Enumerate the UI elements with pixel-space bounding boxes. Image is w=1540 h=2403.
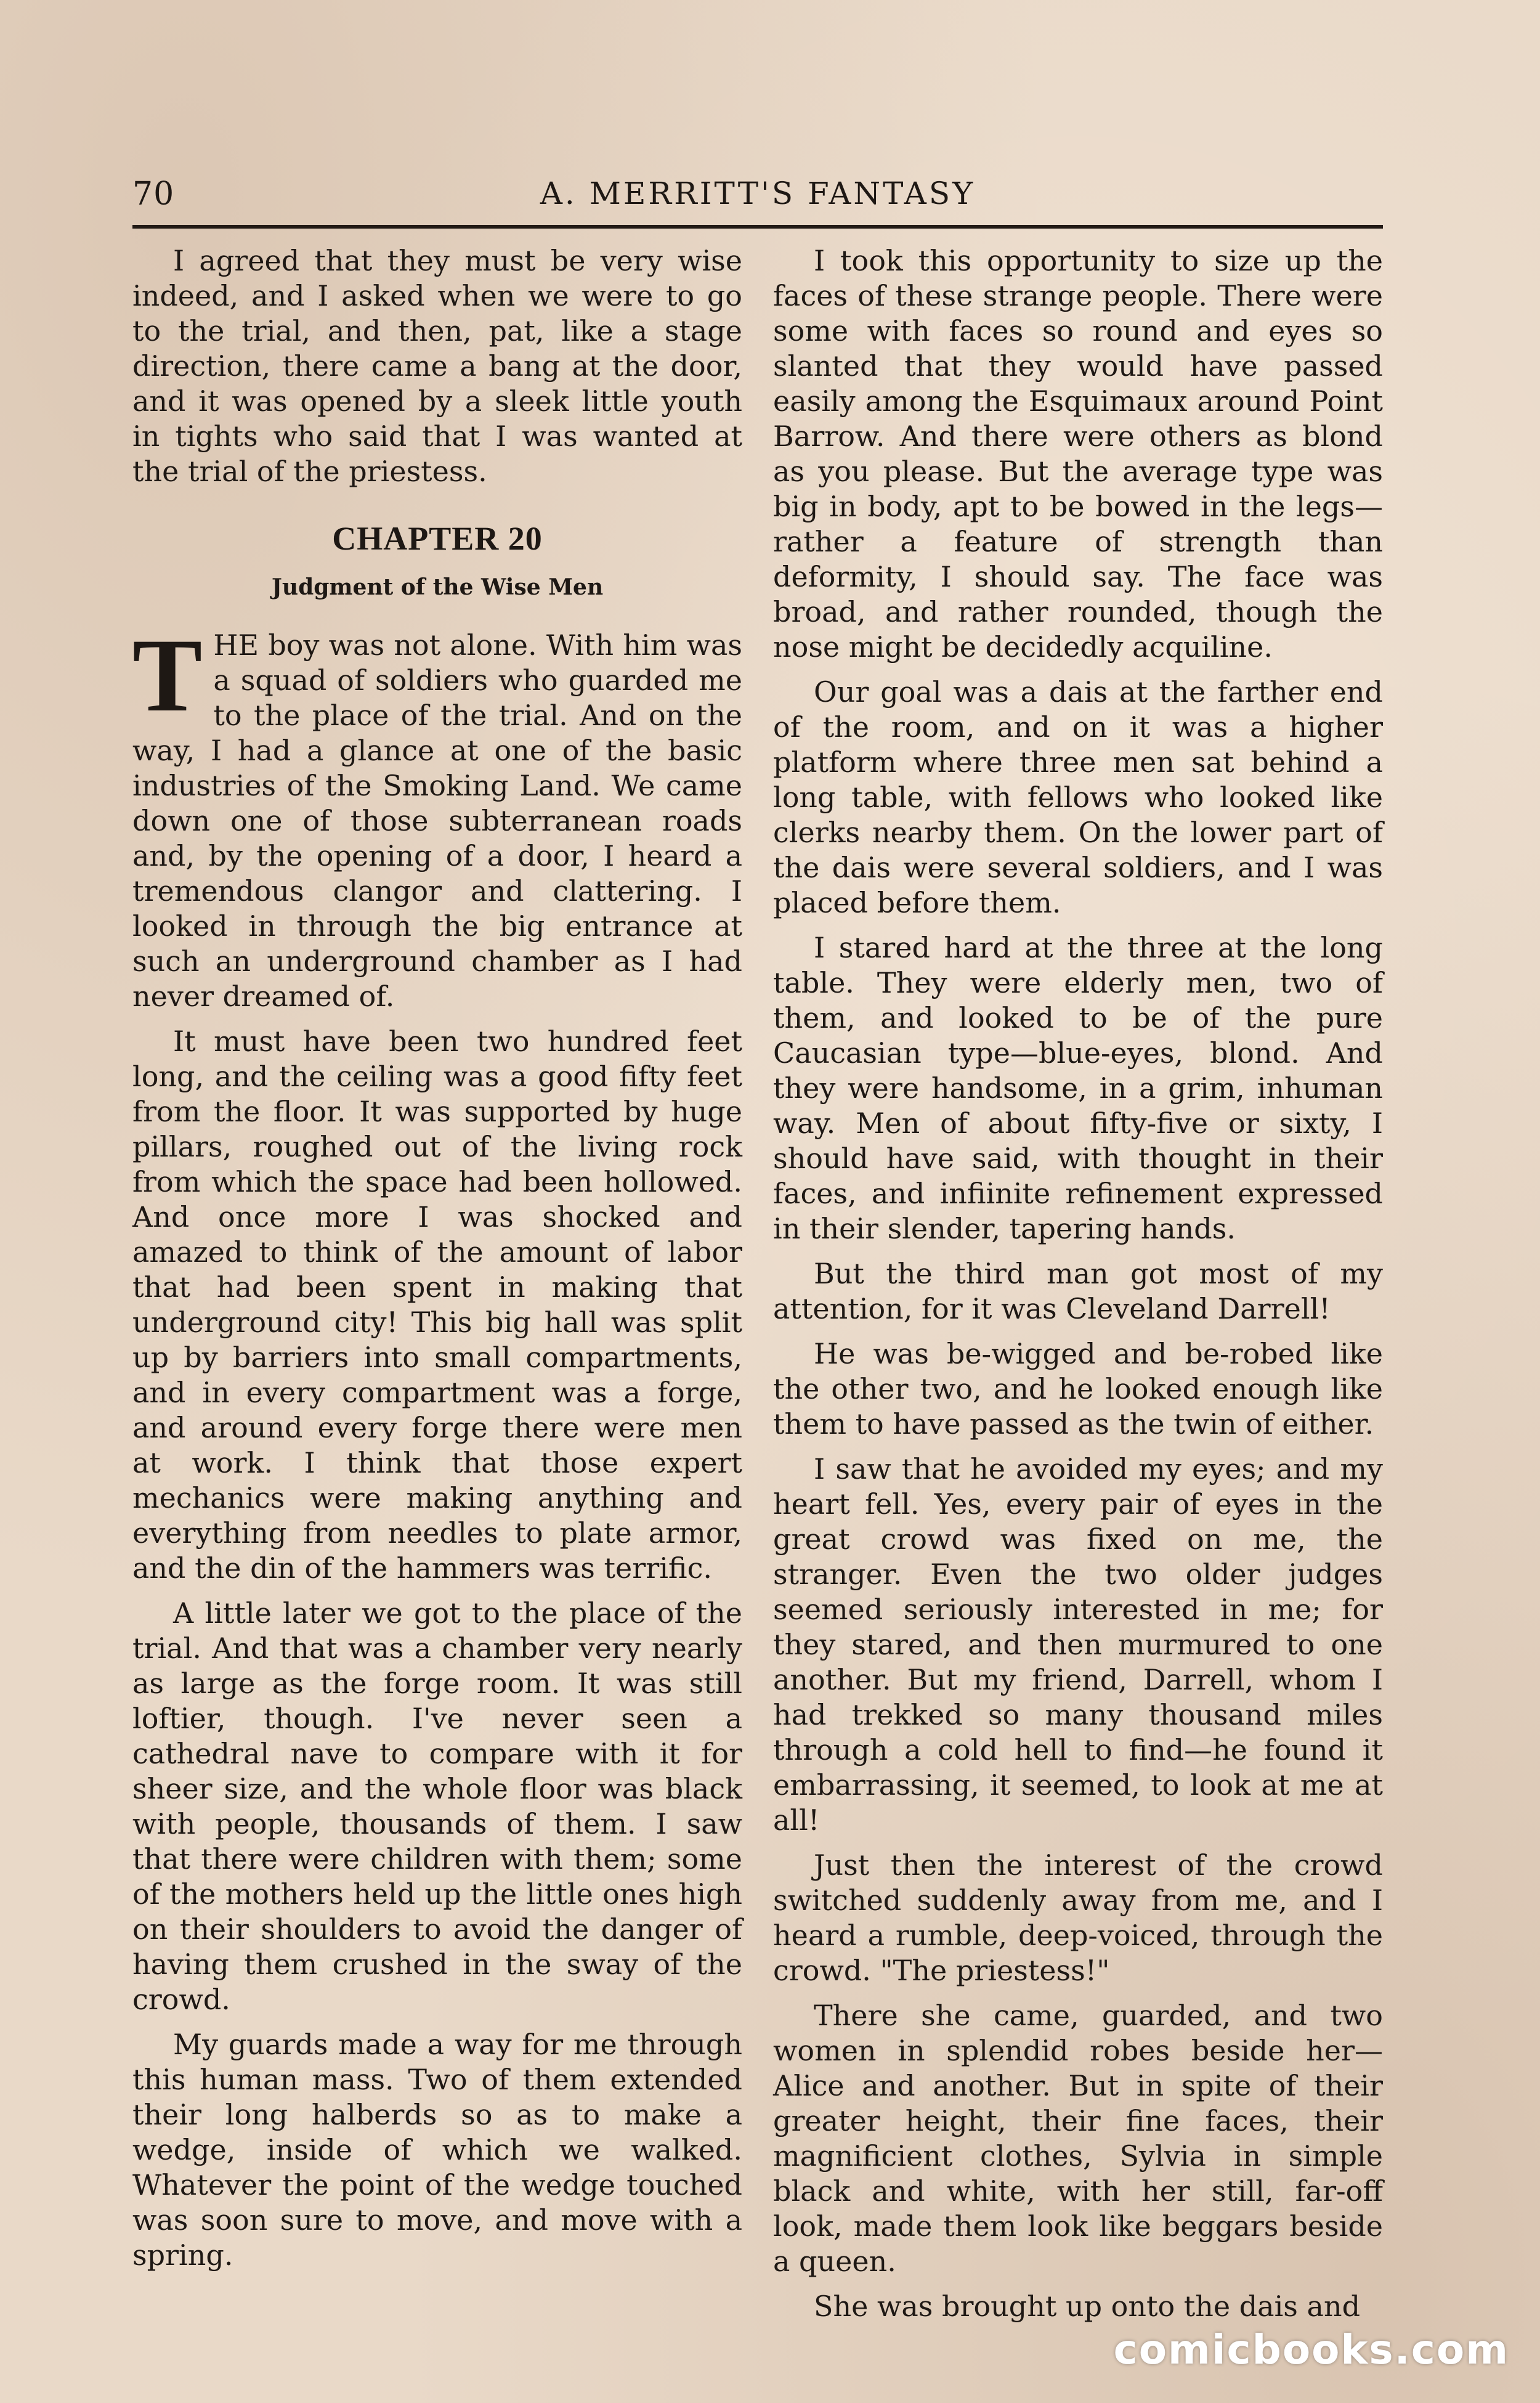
paragraph: It must have been two hundred feet long, and the ceiling was a good fifty feet from the floor. It was supported by huge pillars, roughed out of the living rock from which the space had been hollowed. And once more I was shocked and amazed to think of the amount of labor that had been spent in making that underground city! This big hall was split up by barriers into small compartments, and in every compartment was a forge, and around every forge there were men at work. I think that those expert mechanics were making anything and everything from needles to plate armor, and the din of the hammers was terrific.	[132, 1025, 742, 1585]
paragraph: My guards made a way for me through this human mass. Two of them extended their long halberds so as to make a wedge, inside of which we walked. Whatever the point of the wedge touched was soon sure to move, and move with a spring.	[132, 2028, 742, 2272]
chapter-subtitle: Judgment of the Wise Men	[271, 574, 604, 600]
page-header	[132, 176, 1383, 225]
drop-cap: T	[132, 617, 203, 733]
paragraph: But the third man got most of my attention, for it was Cleveland Darrell!	[773, 1257, 1383, 1325]
paragraph: I saw that he avoided my eyes; and my heart fell. Yes, every pair of eyes in the great crowd was fixed on me, the stranger. Even the two older judges seemed seriously interested in me; for they stared, and then murmured to one another. But my friend, Darrell, whom I had trekked so many thousand miles through a cold hell to find—he found it embarrassing, it seemed, to look at me at all!	[773, 1452, 1383, 1837]
header-rule	[132, 225, 1383, 229]
paragraph: Just then the interest of the crowd switched suddenly away from me, and I heard a rumble, deep-voiced, through the crowd. "The priestess!"	[773, 1848, 1383, 1987]
paragraph: He was be-wigged and be-robed like the other two, and he looked enough like them to have passed as the twin of either.	[773, 1337, 1383, 1441]
left-column	[132, 243, 742, 2283]
paragraph: I stared hard at the three at the long table. They were elderly men, two of them, and looked to be of the pure Caucasian type—blue-eyes, blond. And they were handsome, in a grim, inhuman way. Men of about fifty-five or sixty, I should have said, with thought in their faces, and infiinite refinement expressed in their slender, tapering hands.	[773, 931, 1383, 1245]
watermark-logo: comicbooks.com	[1113, 2326, 1509, 2373]
page-number: 70	[132, 176, 175, 213]
paragraph: I took this opportunity to size up the faces of these strange people. There were some with faces so round and eyes so slanted that they would have passed easily among the Esquimaux around Point Barrow. And there were others as blond as you please. But the average type was big in body, apt to be bowed in the legs—rather a feature of strength than deformity, I should say. The face was broad, and rather rounded, though the nose might be decidedly acquiline.	[773, 244, 1383, 664]
opening-paragraph	[132, 617, 742, 1014]
paragraph: Our goal was a dais at the farther end of the room, and on it was a higher platform where three men sat behind a long table, with fellows who looked like clerks nearby them. On the lower part of the dais were several soldiers, and I was placed before them.	[773, 675, 1383, 919]
paragraph: A little later we got to the place of the trial. And that was a chamber very nearly as large as the forge room. It was still loftier, though. I've never seen a cathedral nave to compare with it for sheer size, and the whole floor was black with people, thousands of them. I saw that there were children with them; some of the mothers held up the little ones high on their shoulders to avoid the danger of having them crushed in the sway of the crowd.	[132, 1596, 742, 2016]
chapter-title: CHAPTER 20	[332, 520, 543, 557]
running-head: A. MERRITT'S FANTASY	[540, 176, 976, 211]
paragraph: She was brought up onto the dais and	[814, 2290, 1361, 2323]
paragraph: I agreed that they must be very wise indeed, and I asked when we were to go to the trial, and then, pat, like a stage direction, there came a bang at the door, and it was opened by a sleek little youth in tights who said that I was wanted at the trial of the priestess.	[132, 244, 742, 488]
right-column	[773, 243, 1383, 2334]
paragraph: There she came, guarded, and two women in splendid robes beside her—Alice and another. But in spite of their greater height, their fine faces, their magnificient clothes, Sylvia in simple black and white, with her still, far-off look, made them look like beggars beside a queen.	[773, 1999, 1383, 2278]
opening-paragraph-text: HE boy was not alone. With him was a squad of soldiers who guarded me to the place of the trial. And on the way, I had a glance at one of the basic industries of the Smoking Land. We came down one of those subterranean roads and, by the opening of a door, I heard a tremendous clangor and clattering. I looked in through the big entrance at such an underground chamber as I had never dreamed of.	[132, 628, 742, 1013]
